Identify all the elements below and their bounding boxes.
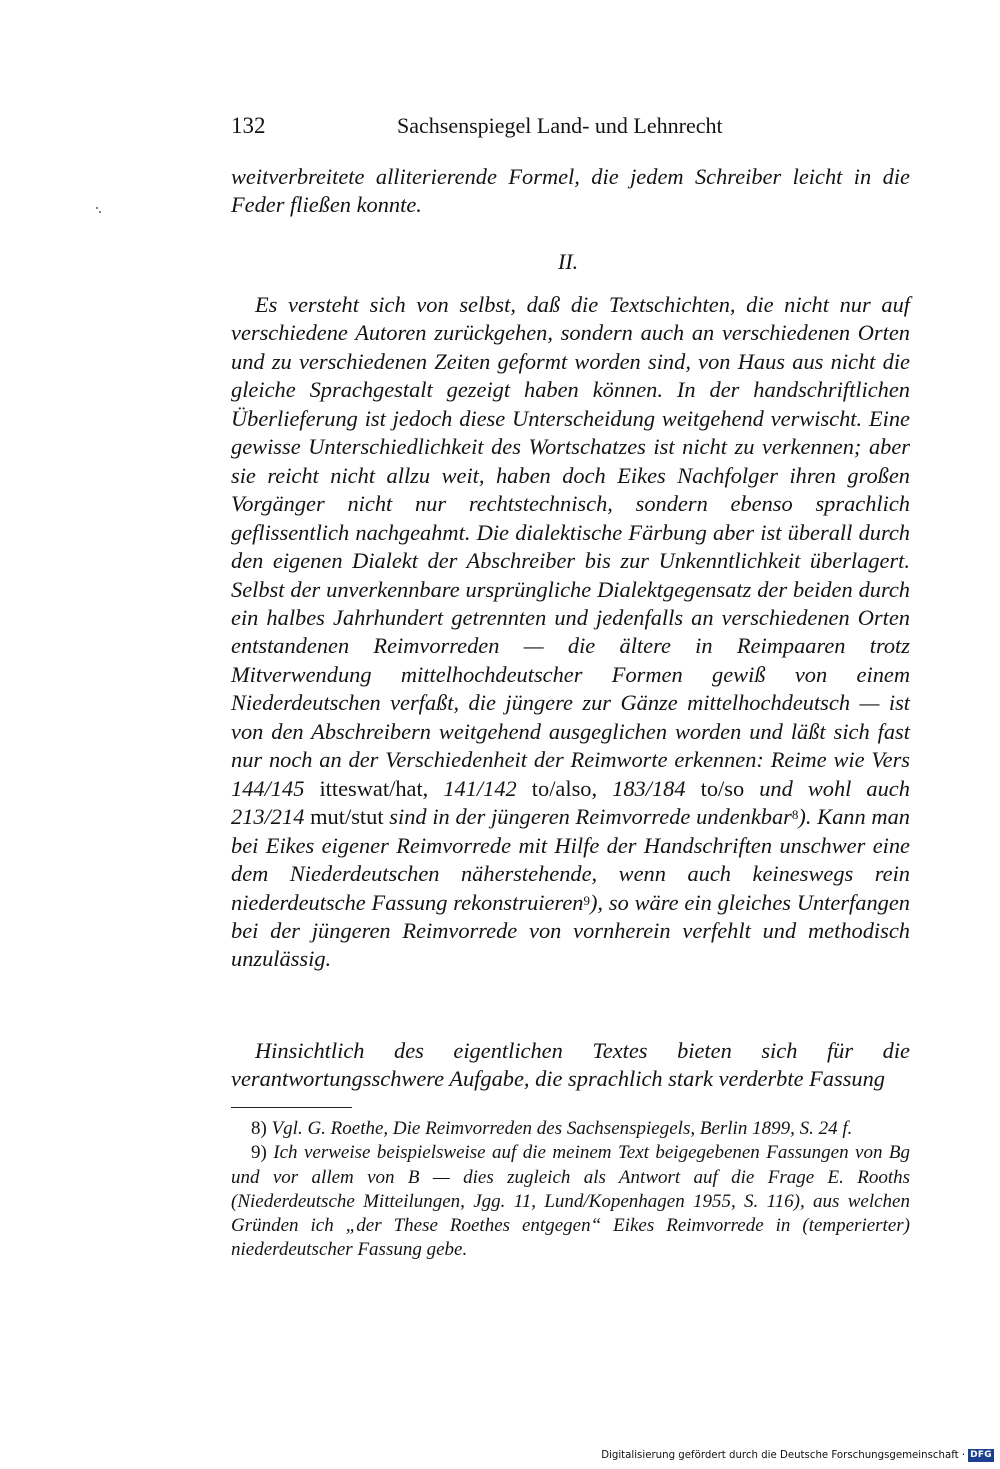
- stray-mark: [96, 207, 98, 209]
- footnote-9: [231, 1141, 910, 1262]
- paragraph-1: [231, 291, 910, 974]
- page-number: 132: [231, 113, 266, 138]
- credit-text: Digitalisierung gefördert durch die Deutsche Forschungsgemeinschaft ·: [601, 1450, 966, 1461]
- dfg-logo: DFG: [970, 1450, 992, 1460]
- footnotes: [231, 1117, 910, 1263]
- paragraph-1-text: ). Kann man bei Eikes eigener Reimvorrede mit Hilfe der Handschriften unschwer eine dem Niederdeutschen näherstehende, wenn auch keineswegs rein niederdeutsche Fassung rekonstruieren: [231, 804, 910, 915]
- footnote-rule: [231, 1107, 352, 1108]
- footnote-text: Vgl. G. Roethe, Die Reimvorreden des Sachsenspiegels, Berlin 1899, S. 24 f.: [271, 1118, 853, 1139]
- verse-ref: 183/184: [612, 775, 686, 801]
- paragraph-1-text: sind in der jüngeren Reimvorrede undenkbar: [389, 804, 792, 830]
- footnote-text: Ich verweise beispielsweise auf die meinem Text beigegebenen Fassungen von Bg und vor allem von B — dies zugleich als Antwort auf die Frage E. Rooths (Niederdeutsche Mitteilungen, Jgg. 11, Lund/Kopenhagen 1955, S. 116), aus welchen Gründen ich „der These Roethes entgegen“ Eikes Reimvorrede in (temperierter) niederdeutscher Fassung gebe.: [231, 1142, 911, 1261]
- paragraph-1-text: Es versteht sich von selbst, daß die Textschichten, die nicht nur auf verschiedene Autoren zurückgehen, sondern auch an verschiedenen Orten und zu verschiedenen Zeiten geformt worden sind, von Haus aus nicht die gleiche Sprachgestalt gezeigt haben können. In der handschriftlichen Überlieferung ist jedoch diese Unterscheidung weitgehend verwischt. Eine gewisse Unterschiedlichkeit des Wortschatzes ist nicht zu verkennen; aber sie reicht nicht allzu weit, haben doch Eikes Nachfolger ihren großen Vorgänger nicht nur rechtstechnisch, sondern ebenso sprachlich geflissentlich nachgeahmt. Die dialektische Färbung aber ist überall durch den eigenen Dialekt der Abschreiber bis zur Unkenntlichkeit überlagert. Selbst der unverkennbare ursprüngliche Dialektgegensatz der beiden durch ein halbes Jahrhundert getrennten und jedenfalls an verschiedenen Orten entstandenen Reimvorreden — die ältere in Reimpaaren trotz Mitverwendung mittelhochdeutscher Formen gewiß von einem Niederdeutschen verfaßt, die jüngere zur Gänze mittelhochdeutsch — ist von den Abschreibern weitgehend ausgeglichen worden und läßt sich fast nur noch an der Verschiedenheit der Reimworte erkennen: Reime wie Vers 144/145: [231, 292, 910, 801]
- paragraph-2: Hinsichtlich des eigentlichen Textes bieten sich für die verantwortungsschwere Aufgabe, die sprachlich stark verderbte Fassung: [231, 1038, 910, 1092]
- paragraph-1-text: ), so wäre ein gleiches Unterfangen bei der jüngeren Reimvorrede von vornherein verfehlt und methodisch unzulässig.: [231, 889, 910, 972]
- rhyme-word: to/so: [700, 775, 745, 801]
- rhyme-word: to/also,: [531, 775, 598, 801]
- rhyme-word: mut/stut: [310, 804, 384, 830]
- verse-ref: 141/142: [443, 775, 517, 801]
- section-heading: II.: [558, 249, 579, 274]
- digitization-credit: [601, 1449, 994, 1462]
- footnote-ref-8: 8: [791, 807, 799, 823]
- continuation-text: weitverbreitete alliterierende Formel, die jedem Schreiber leicht in die Feder fließen konnte.: [231, 164, 910, 218]
- footnote-number: 8): [251, 1118, 267, 1139]
- running-title: Sachsenspiegel Land- und Lehnrecht: [397, 113, 723, 138]
- footnote-number: 9): [251, 1142, 267, 1164]
- rhyme-word: itteswat/hat,: [319, 775, 429, 801]
- connector-text: und wohl auch 213/214: [231, 775, 910, 830]
- footnote-8: [231, 1117, 910, 1141]
- stray-mark: [99, 211, 101, 213]
- footnote-ref-9: 9: [583, 892, 590, 908]
